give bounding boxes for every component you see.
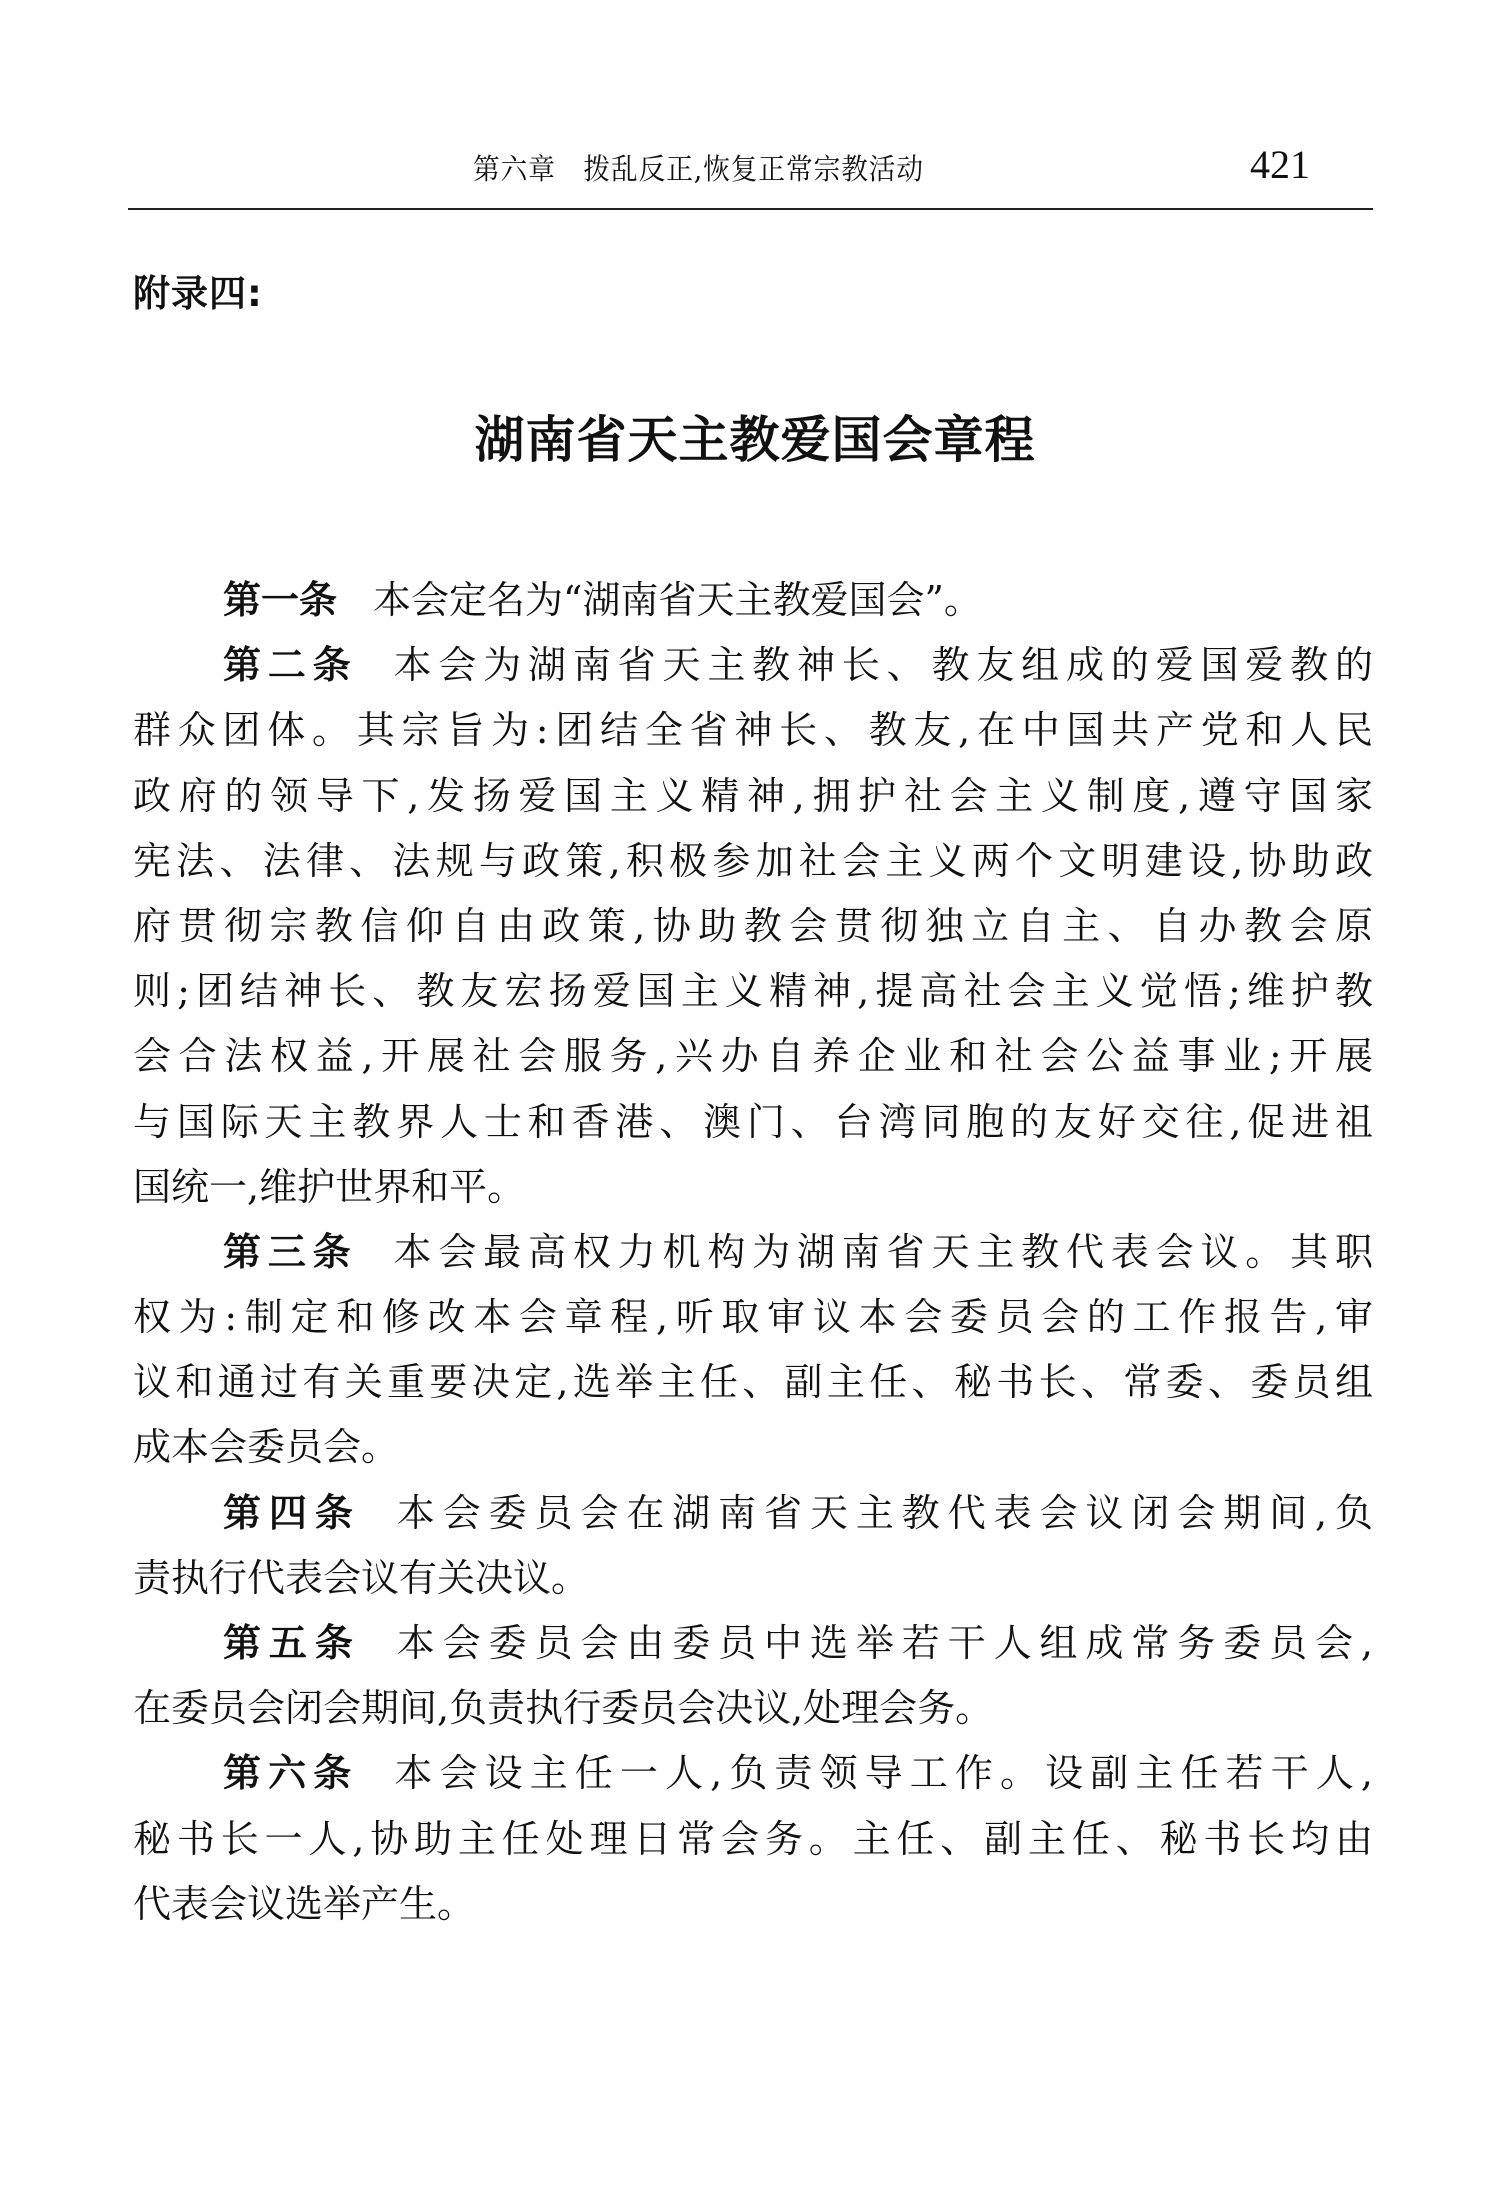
header-rule bbox=[128, 208, 1373, 210]
article-line: 在委员会闭会期间,负责执行委员会决议,处理会务。 bbox=[133, 1686, 994, 1731]
article-3 bbox=[133, 1220, 1373, 1481]
article-number: 第五条 bbox=[223, 1621, 361, 1665]
article-number: 第六条 bbox=[223, 1751, 359, 1796]
running-head bbox=[128, 142, 1373, 190]
article-number: 第三条 bbox=[223, 1229, 358, 1274]
article-line: 宪法、法律、法规与政策,积极参加社会主义两个文明建设,协助政 bbox=[133, 838, 1373, 883]
article-text: 本会为湖南省天主教神长、教友组成的爱国爱教的 bbox=[393, 643, 1373, 688]
article-text: 本会最高权力机构为湖南省天主教代表会议。其职 bbox=[393, 1229, 1373, 1274]
page-number: 421 bbox=[1250, 142, 1310, 187]
article-text: 本会委员会在湖南省天主教代表会议闭会期间,负 bbox=[396, 1490, 1373, 1535]
appendix-label: 附录四: bbox=[133, 272, 263, 315]
article-line: 则;团结神长、教友宏扬爱国主义精神,提高社会主义觉悟;维护教 bbox=[133, 969, 1373, 1014]
article-number: 第二条 bbox=[223, 643, 358, 688]
article-line: 秘书长一人,协助主任处理日常会务。主任、副主任、秘书长均由 bbox=[133, 1816, 1373, 1861]
article-1 bbox=[133, 568, 1373, 633]
article-line bbox=[133, 1611, 1373, 1676]
article-2 bbox=[133, 633, 1373, 1220]
article-text: 本会定名为“湖南省天主教爱国会”。 bbox=[373, 578, 982, 622]
article-line bbox=[133, 633, 1373, 698]
article-line bbox=[133, 568, 1373, 633]
article-line bbox=[133, 1220, 1373, 1285]
article-line: 代表会议选举产生。 bbox=[133, 1881, 476, 1926]
article-line bbox=[133, 1741, 1373, 1806]
article-4 bbox=[133, 1481, 1373, 1611]
article-number: 第四条 bbox=[223, 1490, 361, 1535]
article-line: 会合法权益,开展社会服务,兴办自养企业和社会公益事业;开展 bbox=[133, 1034, 1373, 1079]
article-line bbox=[133, 1481, 1373, 1546]
article-line: 成本会委员会。 bbox=[133, 1425, 400, 1470]
chapter-title: 第六章 拨乱反正,恢复正常宗教活动 bbox=[473, 152, 925, 186]
article-line: 政府的领导下,发扬爱国主义精神,拥护社会主义制度,遵守国家 bbox=[133, 773, 1373, 818]
article-line: 权为:制定和修改本会章程,听取审议本会委员会的工作报告,审 bbox=[133, 1295, 1373, 1340]
article-text: 本会委员会由委员中选举若干人组成常务委员会, bbox=[396, 1621, 1373, 1665]
article-number: 第一条 bbox=[223, 578, 338, 622]
body-text bbox=[133, 568, 1373, 1937]
article-line: 责执行代表会议有关决议。 bbox=[133, 1555, 590, 1600]
article-line: 与国际天主教界人士和香港、澳门、台湾同胞的友好交往,促进祖 bbox=[133, 1099, 1373, 1144]
article-line: 府贯彻宗教信仰自由政策,协助教会贯彻独立自主、自办教会原 bbox=[133, 903, 1373, 948]
article-6 bbox=[133, 1741, 1373, 1937]
article-line: 国统一,维护世界和平。 bbox=[133, 1164, 526, 1209]
article-line: 议和通过有关重要决定,选举主任、副主任、秘书长、常委、委员组 bbox=[133, 1360, 1373, 1405]
article-line: 群众团体。其宗旨为:团结全省神长、教友,在中国共产党和人民 bbox=[133, 708, 1373, 753]
article-5 bbox=[133, 1611, 1373, 1741]
document-title: 湖南省天主教爱国会章程 bbox=[474, 411, 1036, 469]
article-text: 本会设主任一人,负责领导工作。设副主任若干人, bbox=[394, 1751, 1373, 1796]
